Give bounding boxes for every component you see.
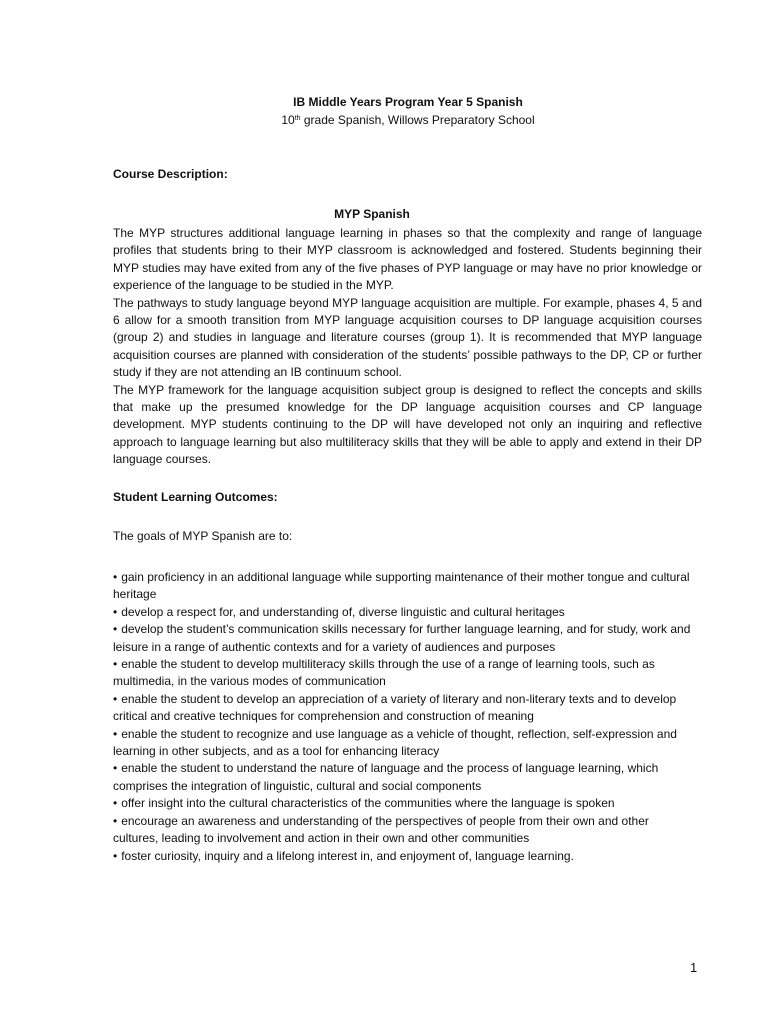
bullet: • — [113, 691, 118, 706]
document-subtitle — [0, 112, 770, 129]
page-number: 1 — [690, 960, 698, 975]
goal-item — [113, 760, 693, 795]
goal-item — [113, 569, 693, 604]
goal-item — [113, 726, 693, 761]
bullet: • — [113, 570, 118, 584]
goal-item — [113, 656, 693, 691]
subtitle-ordinal: th — [294, 115, 301, 122]
goal-item — [113, 795, 693, 812]
goal-text: enable the student to recognize and use language as a vehicle of thought, reflection, self-expression and learning in other subjects, and as a tool for enhancing literacy — [113, 726, 677, 759]
goal-item — [113, 848, 693, 865]
goal-text: gain proficiency in an additional language while supporting maintenance of their mother tongue and cultural heritage — [113, 570, 690, 602]
goal-text: foster curiosity, inquiry and a lifelong interest in, and enjoyment of, language learning. — [121, 848, 574, 863]
goal-text: develop the student’s communication skills necessary for further language learning, and for study, work and leisure in a range of authentic contexts and for a variety of audiences and purposes — [113, 622, 691, 654]
description-paragraph: The MYP framework for the language acquisition subject group is designed to reflect the concepts and skills that make up the presumed knowledge for the DP language acquisition courses and CP language development. MYP students continuing to the DP will have developed not only an inquiring and reflective approach to language learning but also multiliteracy skills that they will be able to apply and extend in their DP language courses. — [113, 382, 702, 467]
bullet: • — [113, 726, 118, 741]
goal-item — [113, 691, 693, 726]
bullet: • — [113, 813, 118, 828]
goal-text: encourage an awareness and understanding of the perspectives of people from their own and other cultures, leading to involvement and action in their own and other communities — [113, 813, 649, 846]
goal-item — [113, 604, 693, 621]
document-title: IB Middle Years Program Year 5 Spanish — [293, 95, 523, 109]
bullet: • — [113, 622, 118, 637]
course-description — [113, 225, 702, 469]
bullet: • — [113, 604, 118, 619]
goal-item — [113, 813, 693, 848]
section-title: MYP Spanish — [334, 207, 410, 221]
subtitle-rest: grade Spanish, Willows Preparatory School — [300, 113, 535, 127]
bullet: • — [113, 848, 118, 863]
bullet: • — [113, 657, 118, 672]
goal-item — [113, 621, 693, 656]
goal-text: offer insight into the cultural characteristics of the communities where the language is spoken — [121, 796, 615, 811]
description-paragraph: The MYP structures additional language learning in phases so that the complexity and range of language profiles that students bring to their MYP classroom is acknowledged and fostered. Students beginning their MYP studies may have exited from any of the five phases of PYP language or may have no prior knowledge or experience of the language to be studied in the MYP. — [113, 226, 702, 293]
subtitle-grade: 10 — [281, 113, 295, 127]
learning-outcomes-heading: Student Learning Outcomes: — [113, 490, 278, 504]
goal-text: develop a respect for, and understanding of, diverse linguistic and cultural heritages — [121, 604, 565, 619]
goals-list — [113, 569, 693, 865]
goal-text: enable the student to develop multiliteracy skills through the use of a range of learning tools, such as multimedia, in the various modes of communication — [113, 657, 655, 689]
bullet: • — [113, 796, 118, 811]
goals-intro: The goals of MYP Spanish are to: — [113, 529, 293, 543]
bullet: • — [113, 761, 118, 776]
course-description-heading: Course Description: — [113, 167, 228, 181]
goal-text: enable the student to understand the nature of language and the process of language learning, which comprises the integration of linguistic, cultural and social components — [113, 761, 659, 793]
description-paragraph: The pathways to study language beyond MYP language acquisition are multiple. For example, phases 4, 5 and 6 allow for a smooth transition from MYP language acquisition courses to DP language acquisition courses (group 2) and studies in language and literature courses (group 1). It is recommended that MYP language acquisition courses are planned with consideration of the students’ possible pathways to the DP, CP or further study if they are not attending an IB continuum school. — [113, 295, 702, 380]
goal-text: enable the student to develop an appreciation of a variety of literary and non-literary texts and to develop critical and creative techniques for comprehension and construction of meaning — [113, 691, 677, 724]
